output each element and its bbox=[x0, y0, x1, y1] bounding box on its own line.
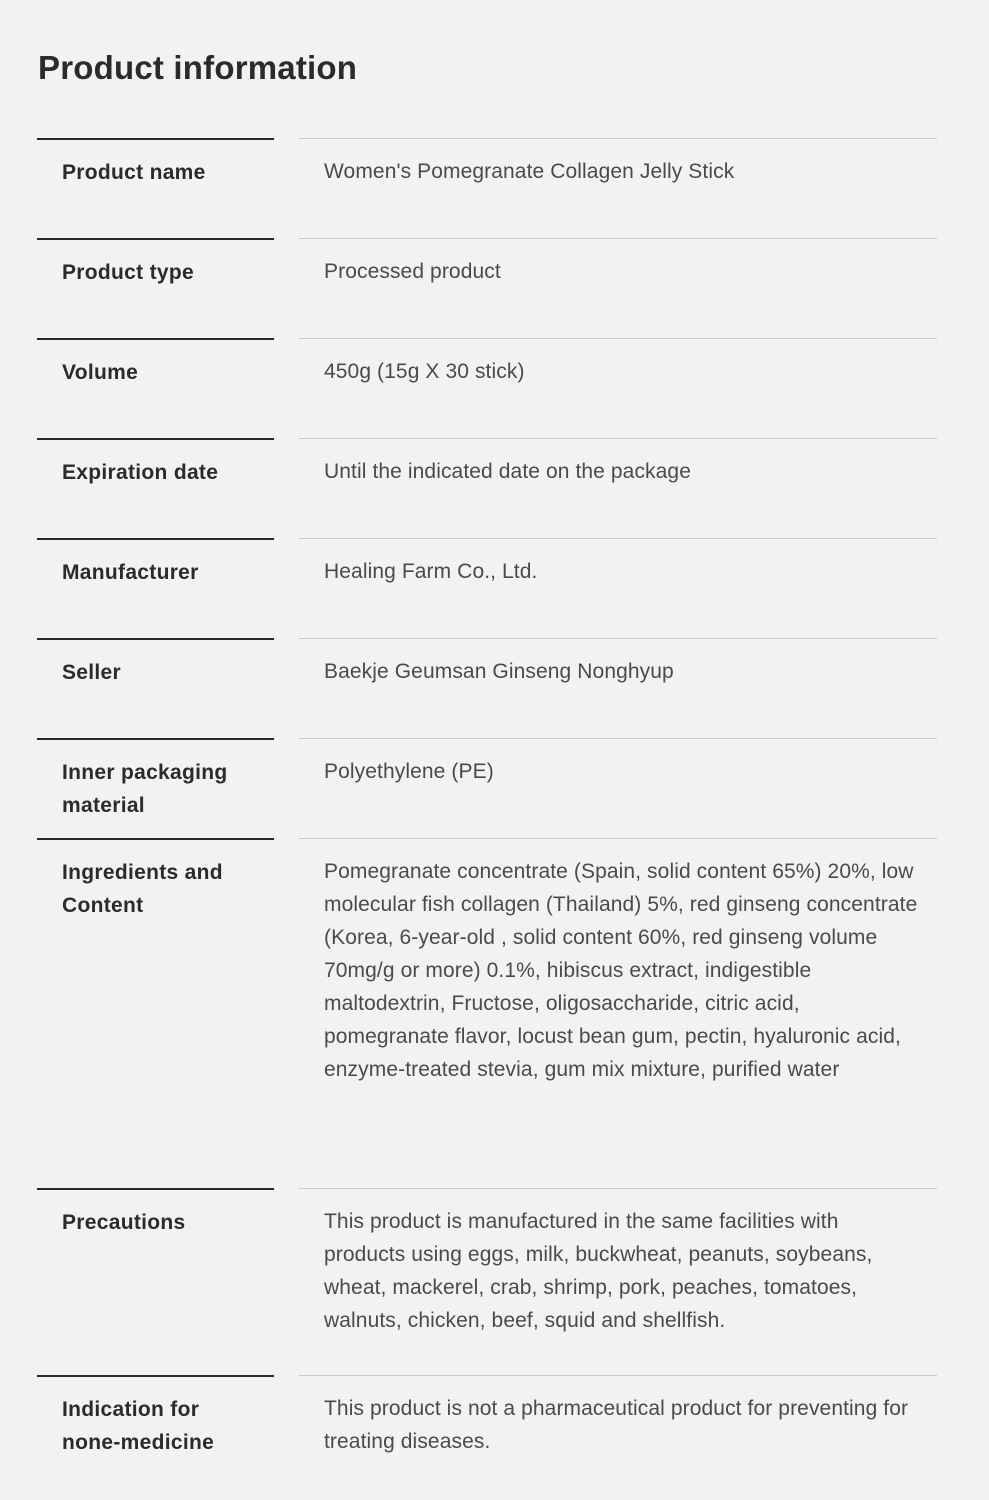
row-label: Product name bbox=[62, 161, 206, 184]
label-divider bbox=[37, 138, 274, 140]
row-label: Manufacturer bbox=[62, 561, 199, 584]
row-value: Processed product bbox=[324, 260, 501, 283]
row-label: Product type bbox=[62, 261, 194, 284]
label-divider bbox=[37, 338, 274, 340]
label-divider bbox=[37, 1375, 274, 1377]
label-divider bbox=[37, 438, 274, 440]
page-title: Product information bbox=[38, 49, 358, 86]
row-value: Women's Pomegranate Collagen Jelly Stick bbox=[324, 160, 735, 183]
value-divider bbox=[299, 438, 937, 439]
label-divider bbox=[37, 538, 274, 540]
value-divider bbox=[299, 1188, 937, 1189]
label-divider bbox=[37, 638, 274, 640]
row-label: Inner packaging material bbox=[62, 761, 228, 817]
value-divider bbox=[299, 838, 937, 839]
row-label: Seller bbox=[62, 661, 122, 684]
row-value: Until the indicated date on the package bbox=[324, 460, 691, 483]
row-label: Precautions bbox=[62, 1211, 186, 1234]
label-divider bbox=[37, 738, 274, 740]
row-value: This product is manufactured in the same facilities with products using eggs, milk, buckwheat, peanuts, soybeans, wheat, mackerel, crab, shrimp, pork, peaches, tomatoes, walnuts, chicken, beef, squid and shellfish. bbox=[324, 1210, 873, 1332]
value-divider bbox=[299, 238, 937, 239]
value-divider bbox=[299, 738, 937, 739]
row-label: Ingredients and Content bbox=[62, 861, 223, 917]
row-value: Healing Farm Co., Ltd. bbox=[324, 560, 538, 583]
row-value: 450g (15g X 30 stick) bbox=[324, 360, 525, 383]
label-divider bbox=[37, 1188, 274, 1190]
value-divider bbox=[299, 638, 937, 639]
value-divider bbox=[299, 538, 937, 539]
row-label: Volume bbox=[62, 361, 139, 384]
value-divider bbox=[299, 138, 937, 139]
value-divider bbox=[299, 338, 937, 339]
row-value: Pomegranate concentrate (Spain, solid content 65%) 20%, low molecular fish collagen (Thailand) 5%, red ginseng concentrate (Korea, 6-year-old , solid content 60%, red ginseng volume 70mg/g or more) 0.1%, hibiscus extract, indigestible maltodextrin, Fructose, oligosaccharide, citric acid, pomegranate flavor, locust bean gum, pectin, hyaluronic acid, enzyme-treated stevia, gum mix mixture, purified water bbox=[324, 860, 918, 1081]
value-divider bbox=[299, 1375, 937, 1376]
row-value: Baekje Geumsan Ginseng Nonghyup bbox=[324, 660, 674, 683]
row-label: Indication for none-medicine bbox=[62, 1398, 215, 1454]
row-value: Polyethylene (PE) bbox=[324, 760, 494, 783]
row-label: Expiration date bbox=[62, 461, 219, 484]
label-divider bbox=[37, 238, 274, 240]
label-divider bbox=[37, 838, 274, 840]
row-value: This product is not a pharmaceutical product for preventing for treating diseases. bbox=[324, 1397, 909, 1453]
